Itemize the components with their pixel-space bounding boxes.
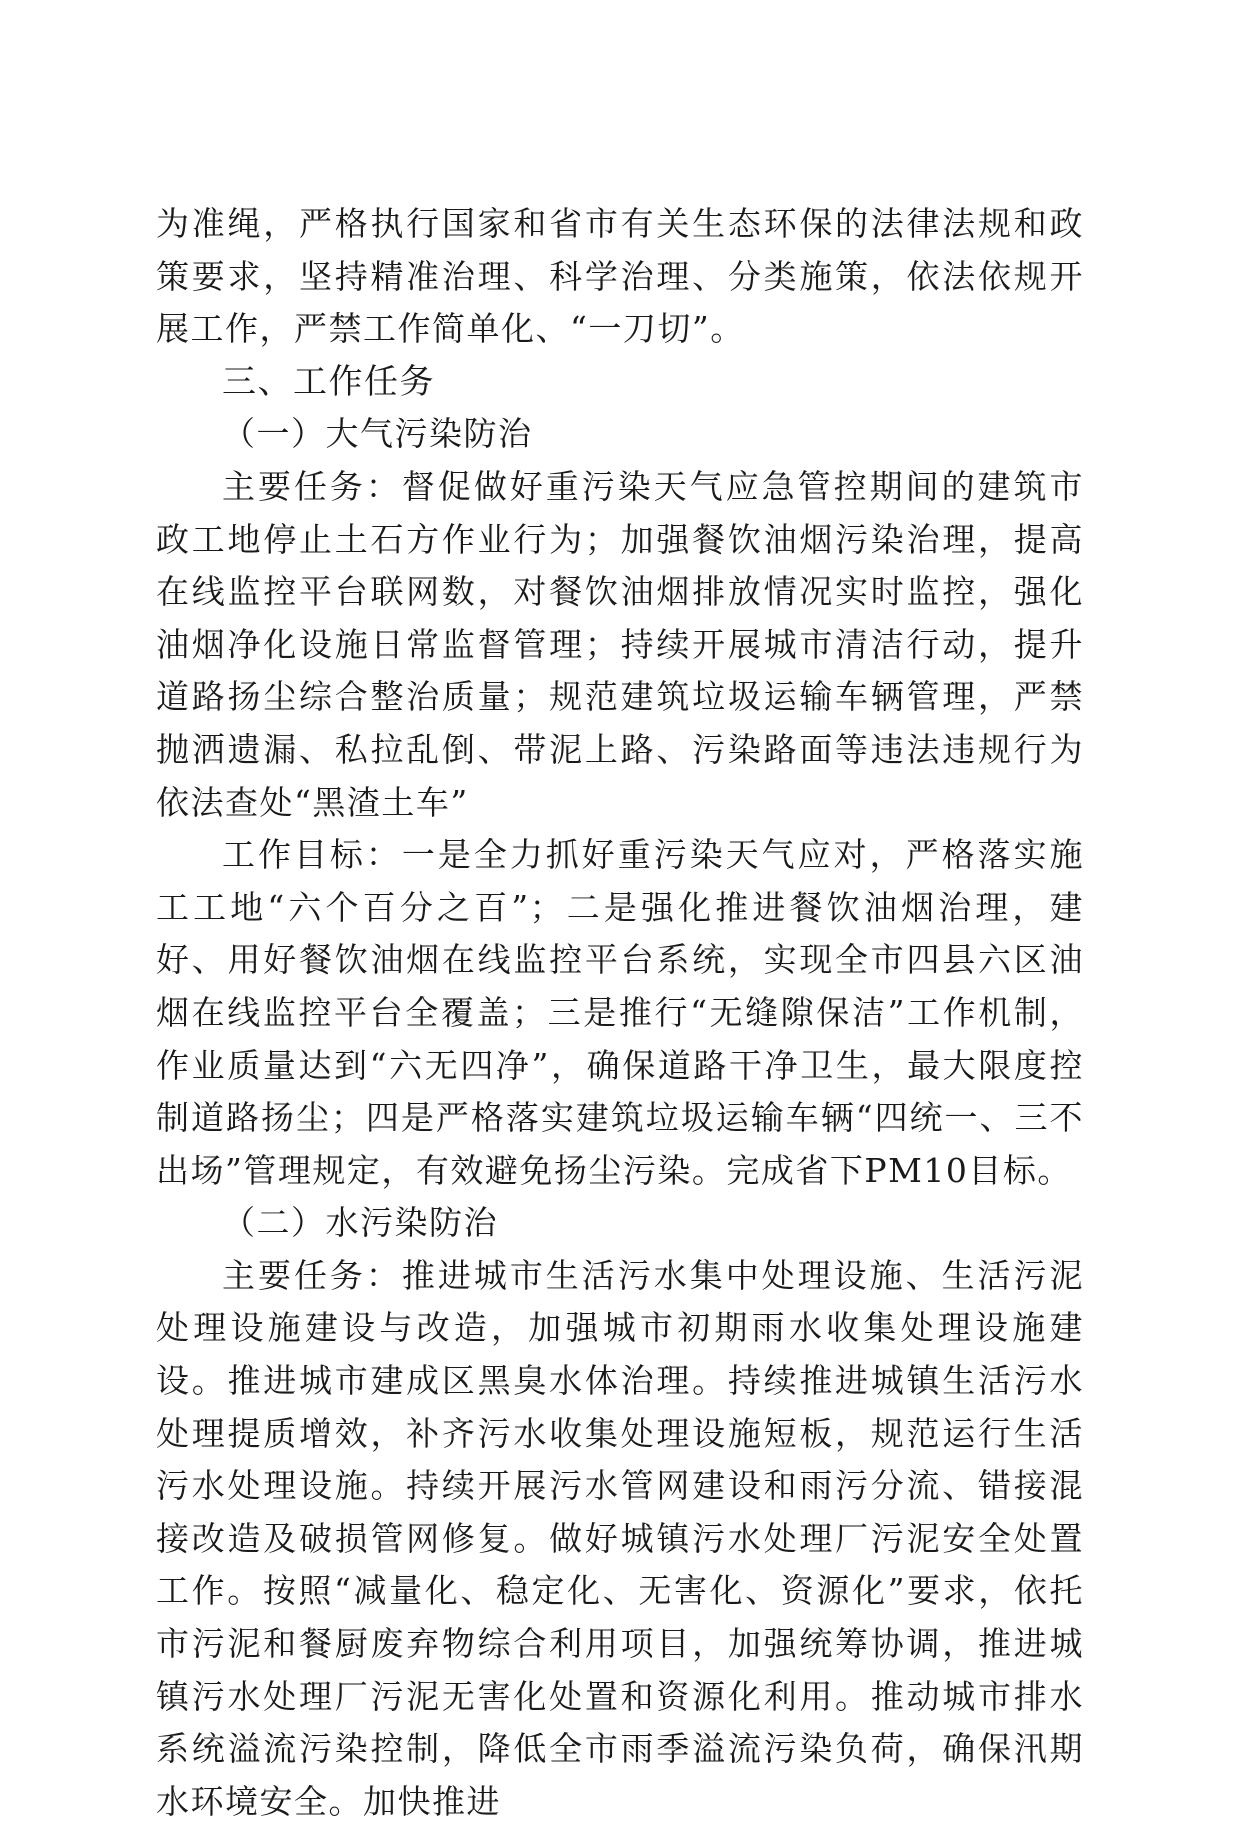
air-pollution-work-goals: 工作目标：一是全力抓好重污染天气应对，严格落实施工工地“六个百分之百”；二是强化推进餐饮油烟治理，建好、用好餐饮油烟在线监控平台系统，实现全市四县六区油烟在线监控平台全覆盖；三是推行“无缝隙保洁”工作机制，作业质量达到“六无四净”，确保道路干净卫生，最大限度控制道路扬尘；四是严格落实建筑垃圾运输车辆“四统一、三不出场”管理规定，有效避免扬尘污染。完成省下PM10目标。 <box>156 835 1084 1190</box>
document-body <box>156 198 1084 1828</box>
subsection-title-air-pollution: （一）大气污染防治 <box>222 414 533 454</box>
section-heading-work-tasks: 三、工作任务 <box>222 361 435 402</box>
subsection-title-water-pollution: （二）水污染防治 <box>222 1203 498 1243</box>
intro-paragraph: 为准绳，严格执行国家和省市有关生态环保的法律法规和政策要求，坚持精准治理、科学治理、分类施策，依法依规开展工作，严禁工作简单化、“一刀切”。 <box>156 204 1084 349</box>
air-pollution-main-tasks: 主要任务：督促做好重污染天气应急管控期间的建筑市政工地停止土石方作业行为；加强餐饮油烟污染治理，提高在线监控平台联网数，对餐饮油烟排放情况实时监控，强化油烟净化设施日常监督管理；持续开展城市清洁行动，提升道路扬尘综合整治质量；规范建筑垃圾运输车辆管理，严禁抛洒遗漏、私拉乱倒、带泥上路、污染路面等违法违规行为依法查处“黑渣土车” <box>156 466 1084 822</box>
water-pollution-main-tasks: 主要任务：推进城市生活污水集中处理设施、生活污泥处理设施建设与改造，加强城市初期雨水收集处理设施建设。推进城市建成区黑臭水体治理。持续推进城镇生活污水处理提质增效，补齐污水收集处理设施短板，规范运行生活污水处理设施。持续开展污水管网建设和雨污分流、错接混接改造及破损管网修复。做好城镇污水处理厂污泥安全处置工作。按照“减量化、稳定化、无害化、资源化”要求，依托市污泥和餐厨废弃物综合利用项目，加强统筹协调，推进城镇污水处理厂污泥无害化处置和资源化利用。推动城市排水系统溢流污染控制，降低全市雨季溢流污染负荷，确保汛期水环境安全。加快推进 <box>156 1255 1084 1821</box>
